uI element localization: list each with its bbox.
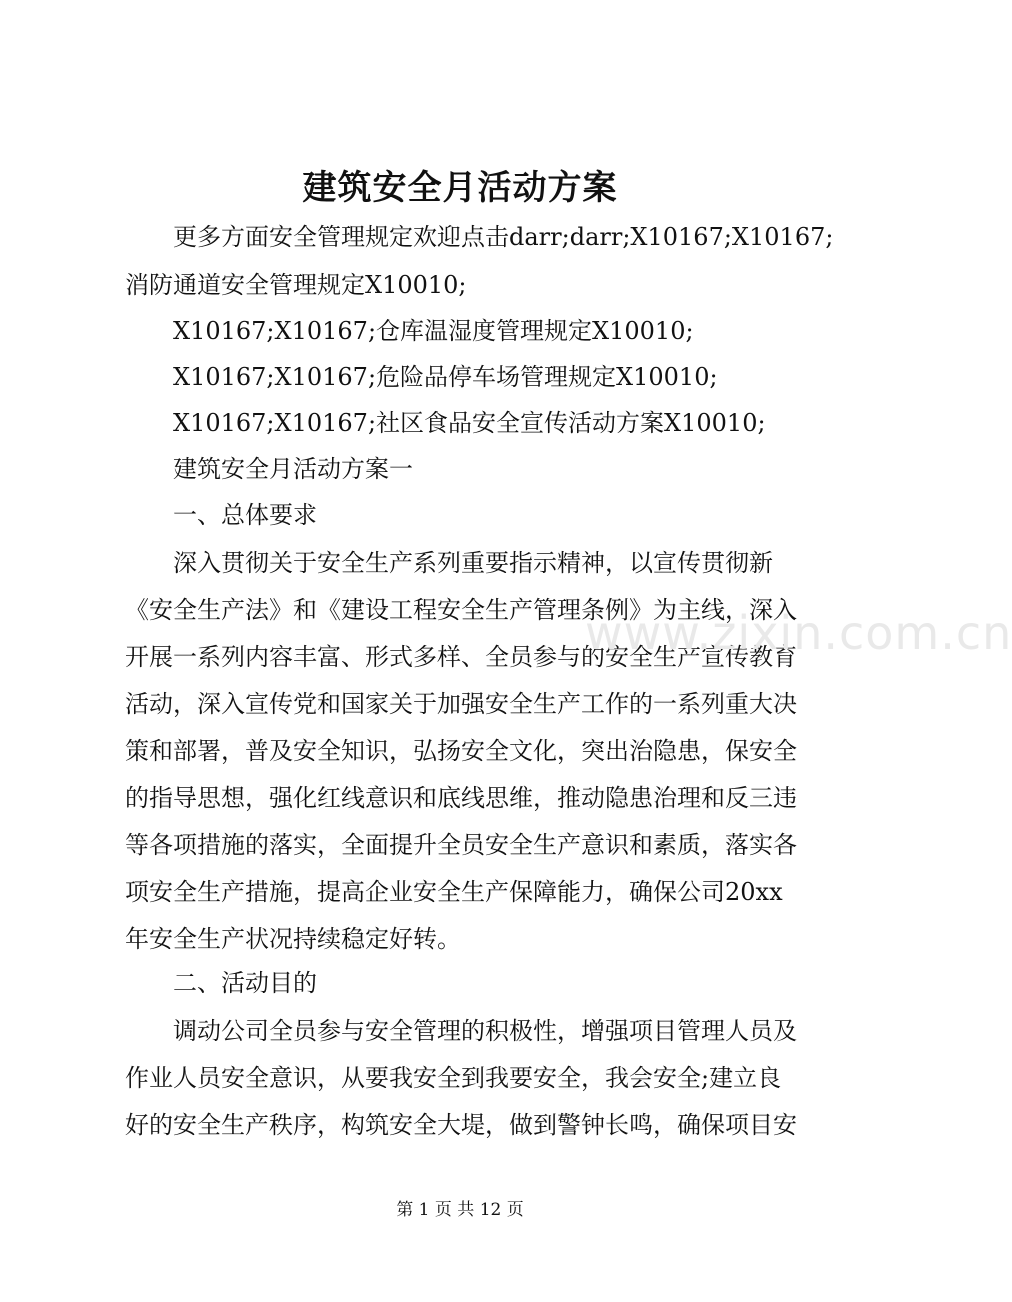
paragraph-line: 深入贯彻关于安全生产系列重要指示精神，以宣传贯彻新 [173, 549, 773, 577]
paragraph-line: 活动，深入宣传党和国家关于加强安全生产工作的一系列重大决 [125, 690, 797, 718]
watermark: www.zixin.com.cn [585, 606, 1012, 660]
paragraph-line: 更多方面安全管理规定欢迎点击darr;darr;X10167;X10167; [173, 223, 834, 251]
paragraph-line: 策和部署，普及安全知识，弘扬安全文化，突出治隐患，保安全 [125, 737, 797, 765]
paragraph-line: X10167;X10167;危险品停车场管理规定X10010; [173, 363, 718, 391]
paragraph-line: 年安全生产状况持续稳定好转。 [125, 925, 461, 953]
page-footer: 第 1 页 共 12 页 [396, 1200, 524, 1220]
paragraph-line: X10167;X10167;仓库温湿度管理规定X10010; [173, 317, 694, 345]
paragraph-line: 项安全生产措施，提高企业安全生产保障能力，确保公司20xx [125, 878, 783, 906]
document-title: 建筑安全月活动方案 [302, 168, 618, 208]
paragraph-line: 《安全生产法》和《建设工程安全生产管理条例》为主线，深入 [125, 596, 797, 624]
paragraph-line: 的指导思想，强化红线意识和底线思维，推动隐患治理和反三违 [125, 784, 797, 812]
section-heading: 建筑安全月活动方案一 [173, 455, 413, 483]
paragraph-line: 作业人员安全意识，从要我安全到我要安全，我会安全;建立良 [125, 1064, 782, 1092]
paragraph-line: 调动公司全员参与安全管理的积极性，增强项目管理人员及 [173, 1017, 797, 1045]
section-heading: 一、总体要求 [173, 501, 317, 529]
paragraph-line: 好的安全生产秩序，构筑安全大堤，做到警钟长鸣，确保项目安 [125, 1111, 797, 1139]
section-heading: 二、活动目的 [173, 969, 317, 997]
paragraph-line: 消防通道安全管理规定X10010; [125, 271, 467, 299]
paragraph-line: 等各项措施的落实，全面提升全员安全生产意识和素质，落实各 [125, 831, 797, 859]
paragraph-line: 开展一系列内容丰富、形式多样、全员参与的安全生产宣传教育 [125, 643, 797, 671]
paragraph-line: X10167;X10167;社区食品安全宣传活动方案X10010; [173, 409, 766, 437]
